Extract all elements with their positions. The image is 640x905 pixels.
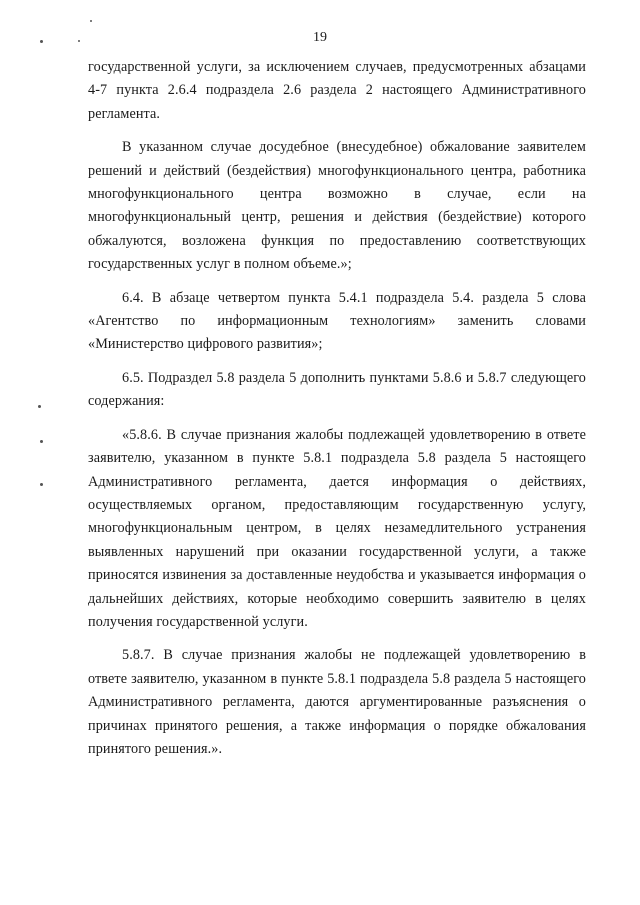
document-body (88, 56, 586, 771)
paragraph: В указанном случае досудебное (внесудебное) обжалование заявителем решений и действий (бездействия) многофункционального центра, работника многофункционального центра возможно в случае, если на многофункциональный центр, решения и действия (бездействие) которого обжалуются, возложена функция по предоставлению соответствующих государственных услуг в полном объеме.»; (88, 139, 586, 273)
scan-speck (90, 20, 92, 22)
scan-speck (40, 483, 43, 486)
paragraph: 6.5. Подраздел 5.8 раздела 5 дополнить пунктами 5.8.6 и 5.8.7 следующего содержания: (88, 369, 586, 410)
scan-speck (38, 405, 41, 408)
paragraph: 6.4. В абзаце четвертом пункта 5.4.1 подраздела 5.4. раздела 5 слова «Агентство по информационным технологиям» заменить словами «Министерство цифрового развития»; (88, 289, 586, 353)
paragraph: «5.8.6. В случае признания жалобы подлежащей удовлетворению в ответе заявителю, указанном в пункте 5.8.1 подраздела 5.8 раздела 5 настоящего Административного регламента, дается информация о действиях, осуществляемых органом, предоставляющим государственную услугу, многофункциональным центром, в целях незамедлительного устранения выявленных нарушений при оказании государственной услуги, а также приносятся извинения за доставленные неудобства и указывается информация о дальнейших действиях, которые необходимо совершить заявителю в целях получения государственной услуги. (88, 426, 586, 630)
paragraph: 5.8.7. В случае признания жалобы не подлежащей удовлетворению в ответе заявителю, указанном в пункте 5.8.1 подраздела 5.8 раздела 5 настоящего Административного регламента, даются аргументированные разъяснения о причинах принятого решения, а также информация о порядке обжалования принятого решения.». (88, 647, 586, 757)
page-number: 19 (313, 30, 327, 45)
scan-speck (40, 440, 43, 443)
paragraph: государственной услуги, за исключением случаев, предусмотренных абзацами 4-7 пункта 2.6.4 подраздела 2.6 раздела 2 настоящего Административного регламента. (88, 59, 586, 122)
